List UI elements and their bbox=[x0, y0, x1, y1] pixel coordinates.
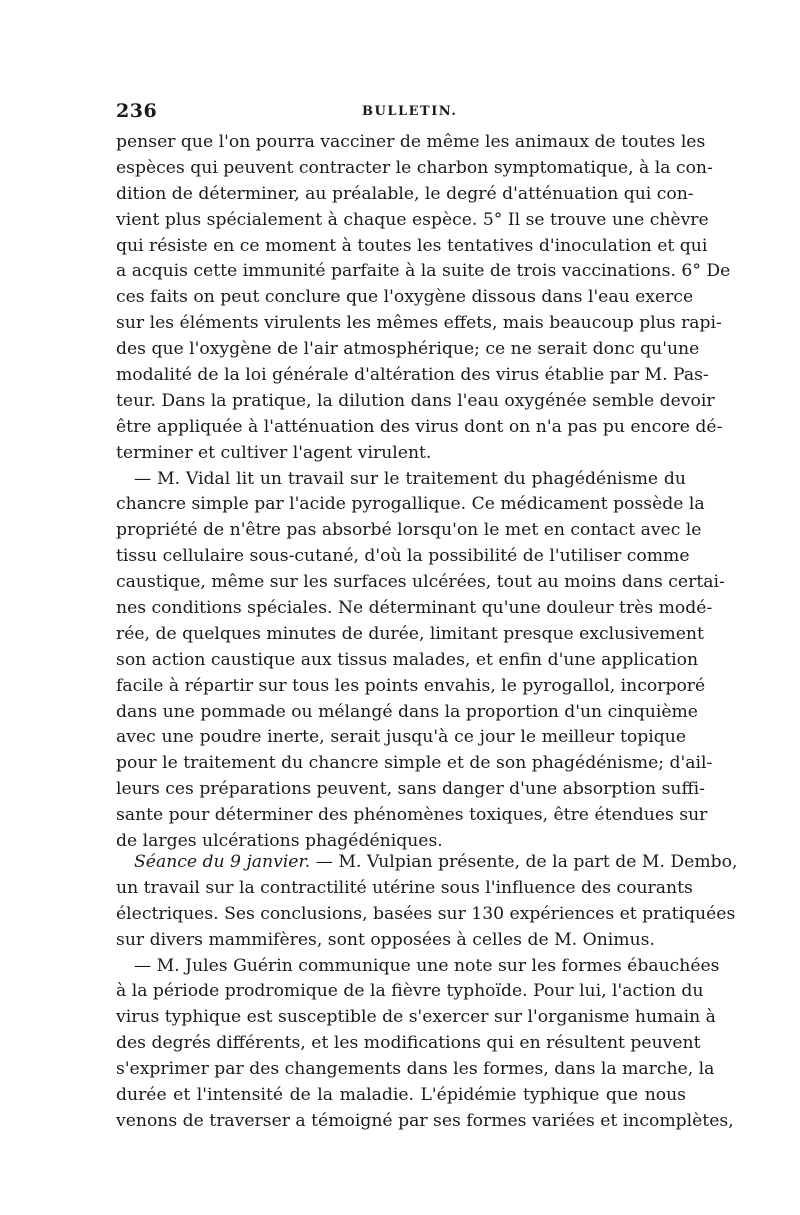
text-line: propriété de n'être pas absorbé lorsqu'on le met en contact avec le bbox=[116, 520, 702, 541]
text-line: caustique, même sur les surfaces ulcérées, tout au moins dans certai- bbox=[116, 572, 725, 593]
text-line: terminer et cultiver l'agent virulent. bbox=[116, 442, 432, 463]
text-line: tissu cellulaire sous-cutané, d'où la possibilité de l'utiliser comme bbox=[116, 546, 690, 567]
text-line: durée et l'intensité de la maladie. L'épidémie typhique que nous bbox=[116, 1085, 686, 1106]
text-line: sante pour déterminer des phénomènes toxiques, être étendues sur bbox=[116, 805, 708, 826]
text-line: sur les éléments virulents les mêmes effets, mais beaucoup plus rapi- bbox=[116, 313, 722, 334]
text-line: électriques. Ses conclusions, basées sur 130 expériences et pratiquées bbox=[116, 903, 736, 924]
text-line: sur divers mammifères, sont opposées à celles de M. Onimus. bbox=[116, 929, 655, 950]
text-line: rée, de quelques minutes de durée, limitant presque exclusivement bbox=[116, 623, 704, 644]
seance-first-line-text: — M. Vulpian présente, de la part de M. Dembo, bbox=[310, 852, 738, 872]
body-text-seance bbox=[116, 850, 738, 1135]
text-line: s'exprimer par des changements dans les formes, dans la marche, la bbox=[116, 1059, 715, 1080]
text-line: dition de déterminer, au préalable, le degré d'atténuation qui con- bbox=[116, 183, 694, 204]
text-line: un travail sur la contractilité utérine sous l'influence des courants bbox=[116, 877, 693, 898]
text-line: qui résiste en ce moment à toutes les tentatives d'inoculation et qui bbox=[116, 235, 708, 256]
seance-label: Séance du 9 janvier. bbox=[134, 852, 311, 872]
text-line: dans une pommade ou mélangé dans la proportion d'un cinquième bbox=[116, 701, 698, 722]
text-line: des que l'oxygène de l'air atmosphérique; ce ne serait donc qu'une bbox=[116, 339, 700, 360]
text-line: son action caustique aux tissus malades, et enfin d'une application bbox=[116, 649, 699, 670]
text-line: penser que l'on pourra vacciner de même les animaux de toutes les bbox=[116, 132, 706, 152]
text-line: — M. Vidal lit un travail sur le traitement du phagédénisme du bbox=[134, 468, 686, 489]
text-line: venons de traverser a témoigné par ses formes variées et incomplètes, bbox=[116, 1110, 734, 1131]
text-line: modalité de la loi générale d'altération des virus établie par M. Pas- bbox=[116, 365, 709, 386]
text-line: ces faits on peut conclure que l'oxygène dissous dans l'eau exerce bbox=[116, 287, 694, 308]
text-line: avec une poudre inerte, serait jusqu'à ce jour le meilleur topique bbox=[116, 727, 686, 748]
text-line: — M. Jules Guérin communique une note sur les formes ébauchées bbox=[134, 955, 720, 976]
text-line: facile à répartir sur tous les points envahis, le pyrogallol, incorporé bbox=[116, 675, 706, 696]
text-line: teur. Dans la pratique, la dilution dans l'eau oxygénée semble devoir bbox=[116, 390, 715, 411]
text-line: des degrés différents, et les modifications qui en résultent peuvent bbox=[116, 1033, 701, 1054]
text-line: espèces qui peuvent contracter le charbon symptomatique, à la con- bbox=[116, 157, 713, 178]
text-line: vient plus spécialement à chaque espèce. 5° Il se trouve une chèvre bbox=[116, 209, 709, 230]
text-line: a acquis cette immunité parfaite à la suite de trois vaccinations. 6° De bbox=[116, 261, 731, 282]
running-head: BULLETIN. bbox=[362, 104, 458, 119]
text-line: nes conditions spéciales. Ne déterminant qu'une douleur très modé- bbox=[116, 598, 713, 619]
text-line: leurs ces préparations peuvent, sans danger d'une absorption suffi- bbox=[116, 779, 705, 800]
page-header bbox=[116, 100, 686, 128]
text-line: à la période prodromique de la fièvre typhoïde. Pour lui, l'action du bbox=[116, 981, 704, 1002]
text-line: être appliquée à l'atténuation des virus dont on n'a pas pu encore dé- bbox=[116, 416, 723, 437]
text-line: de larges ulcérations phagédéniques. bbox=[116, 831, 443, 852]
text-line: chancre simple par l'acide pyrogallique. Ce médicament possède la bbox=[116, 494, 705, 515]
text-line: pour le traitement du chancre simple et de son phagédénisme; d'ail- bbox=[116, 753, 713, 774]
page-number: 236 bbox=[116, 100, 158, 122]
seance-first-line bbox=[116, 850, 738, 876]
body-text-top bbox=[116, 130, 731, 855]
text-line: virus typhique est susceptible de s'exercer sur l'organisme humain à bbox=[116, 1007, 716, 1028]
